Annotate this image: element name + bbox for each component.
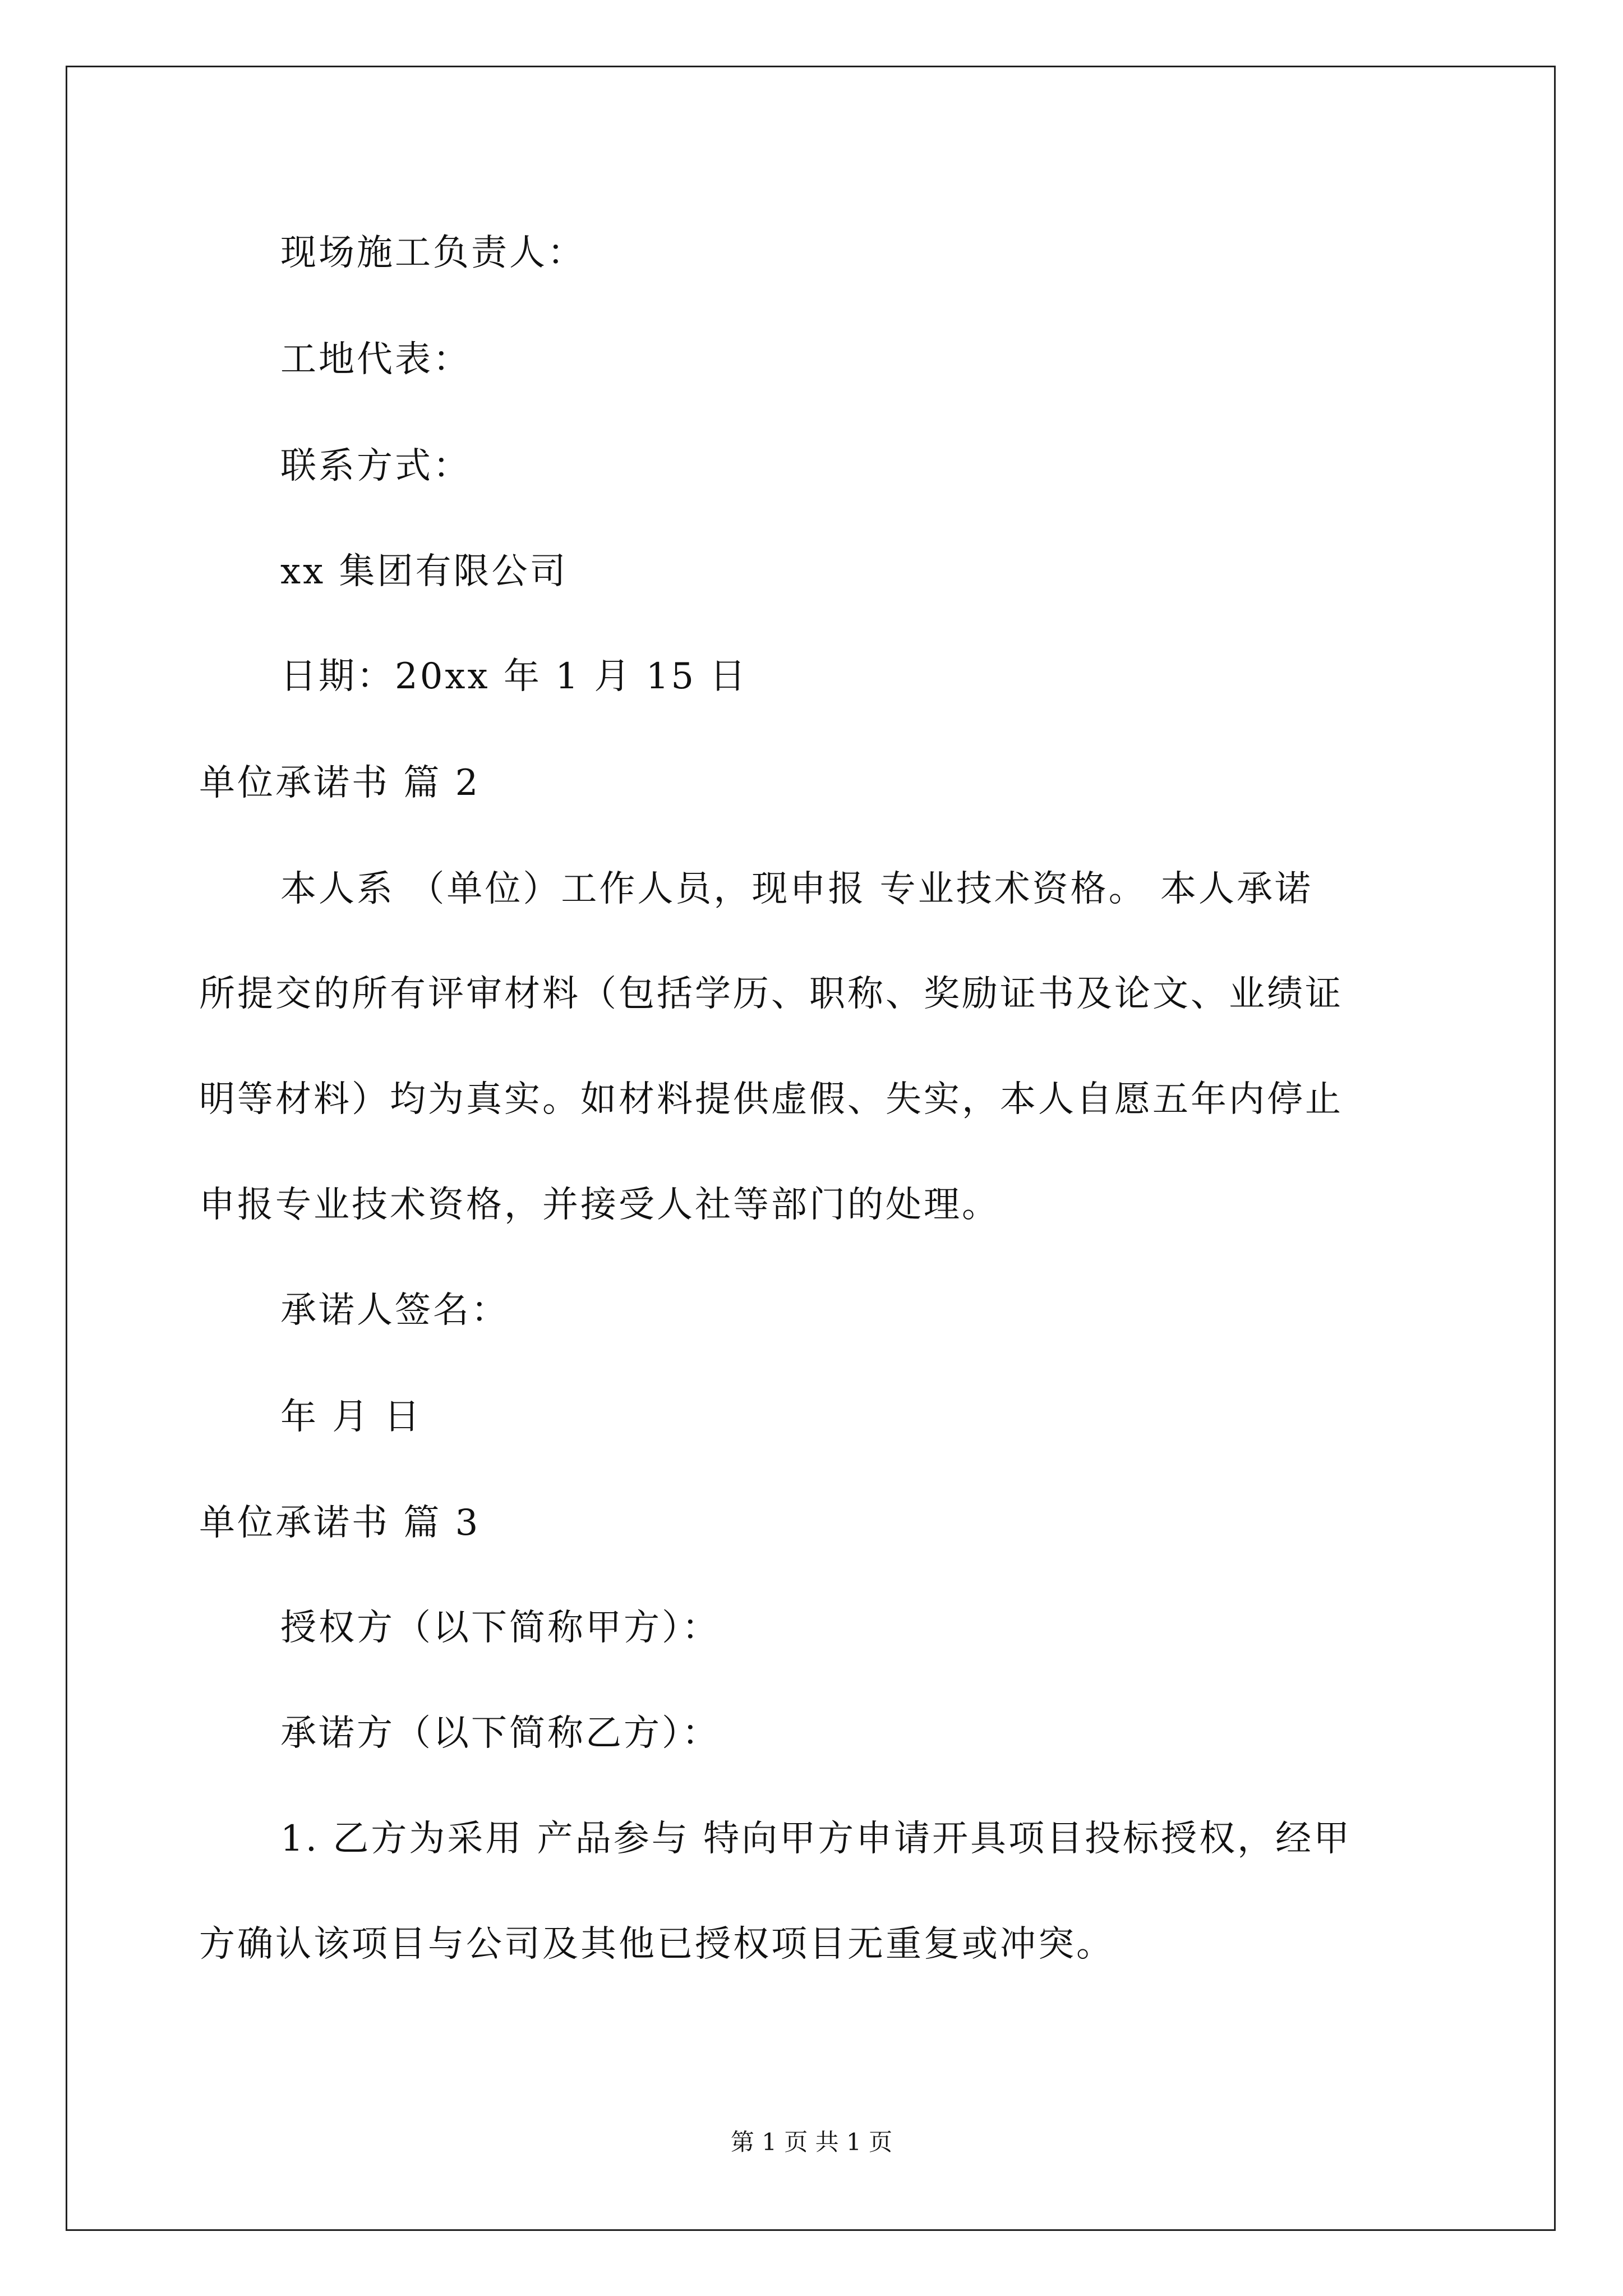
contact-line: 联系方式：: [280, 445, 471, 487]
paragraph-line: 明等材料）均为真实。如材料提供虚假、失实，本人自愿五年内停止: [199, 1079, 1343, 1120]
signature-date-line: 年 月 日: [280, 1396, 422, 1438]
signature-line: 承诺人签名：: [280, 1290, 509, 1331]
page-number-footer: 第 1 页 共 1 页: [730, 2128, 893, 2156]
paragraph-line: 所提交的所有评审材料（包括学历、职称、奖励证书及论文、业绩证: [199, 973, 1343, 1015]
clause-line: 方确认该项目与公司及其他已授权项目无重复或冲突。: [199, 1924, 1114, 1965]
site-manager-line: 现场施工负责人：: [280, 232, 585, 274]
paragraph-line: 申报专业技术资格，并接受人社等部门的处理。: [199, 1184, 1000, 1226]
section-heading-2: 单位承诺书 篇 2: [199, 762, 481, 804]
date-line: 日期：20xx 年 1 月 15 日: [280, 656, 748, 697]
clause-line: 1. 乙方为采用 产品参与 特向甲方申请开具项目投标授权，经甲: [280, 1818, 1352, 1860]
authorizer-line: 授权方（以下简称甲方）：: [280, 1607, 720, 1649]
site-representative-line: 工地代表：: [280, 339, 471, 380]
company-name-line: xx 集团有限公司: [280, 551, 568, 592]
paragraph-line: 本人系 （单位）工作人员，现申报 专业技术资格。 本人承诺: [280, 868, 1313, 910]
promisor-line: 承诺方（以下简称乙方）：: [280, 1713, 720, 1754]
page-border: [66, 66, 1556, 2231]
section-heading-3: 单位承诺书 篇 3: [199, 1502, 481, 1544]
